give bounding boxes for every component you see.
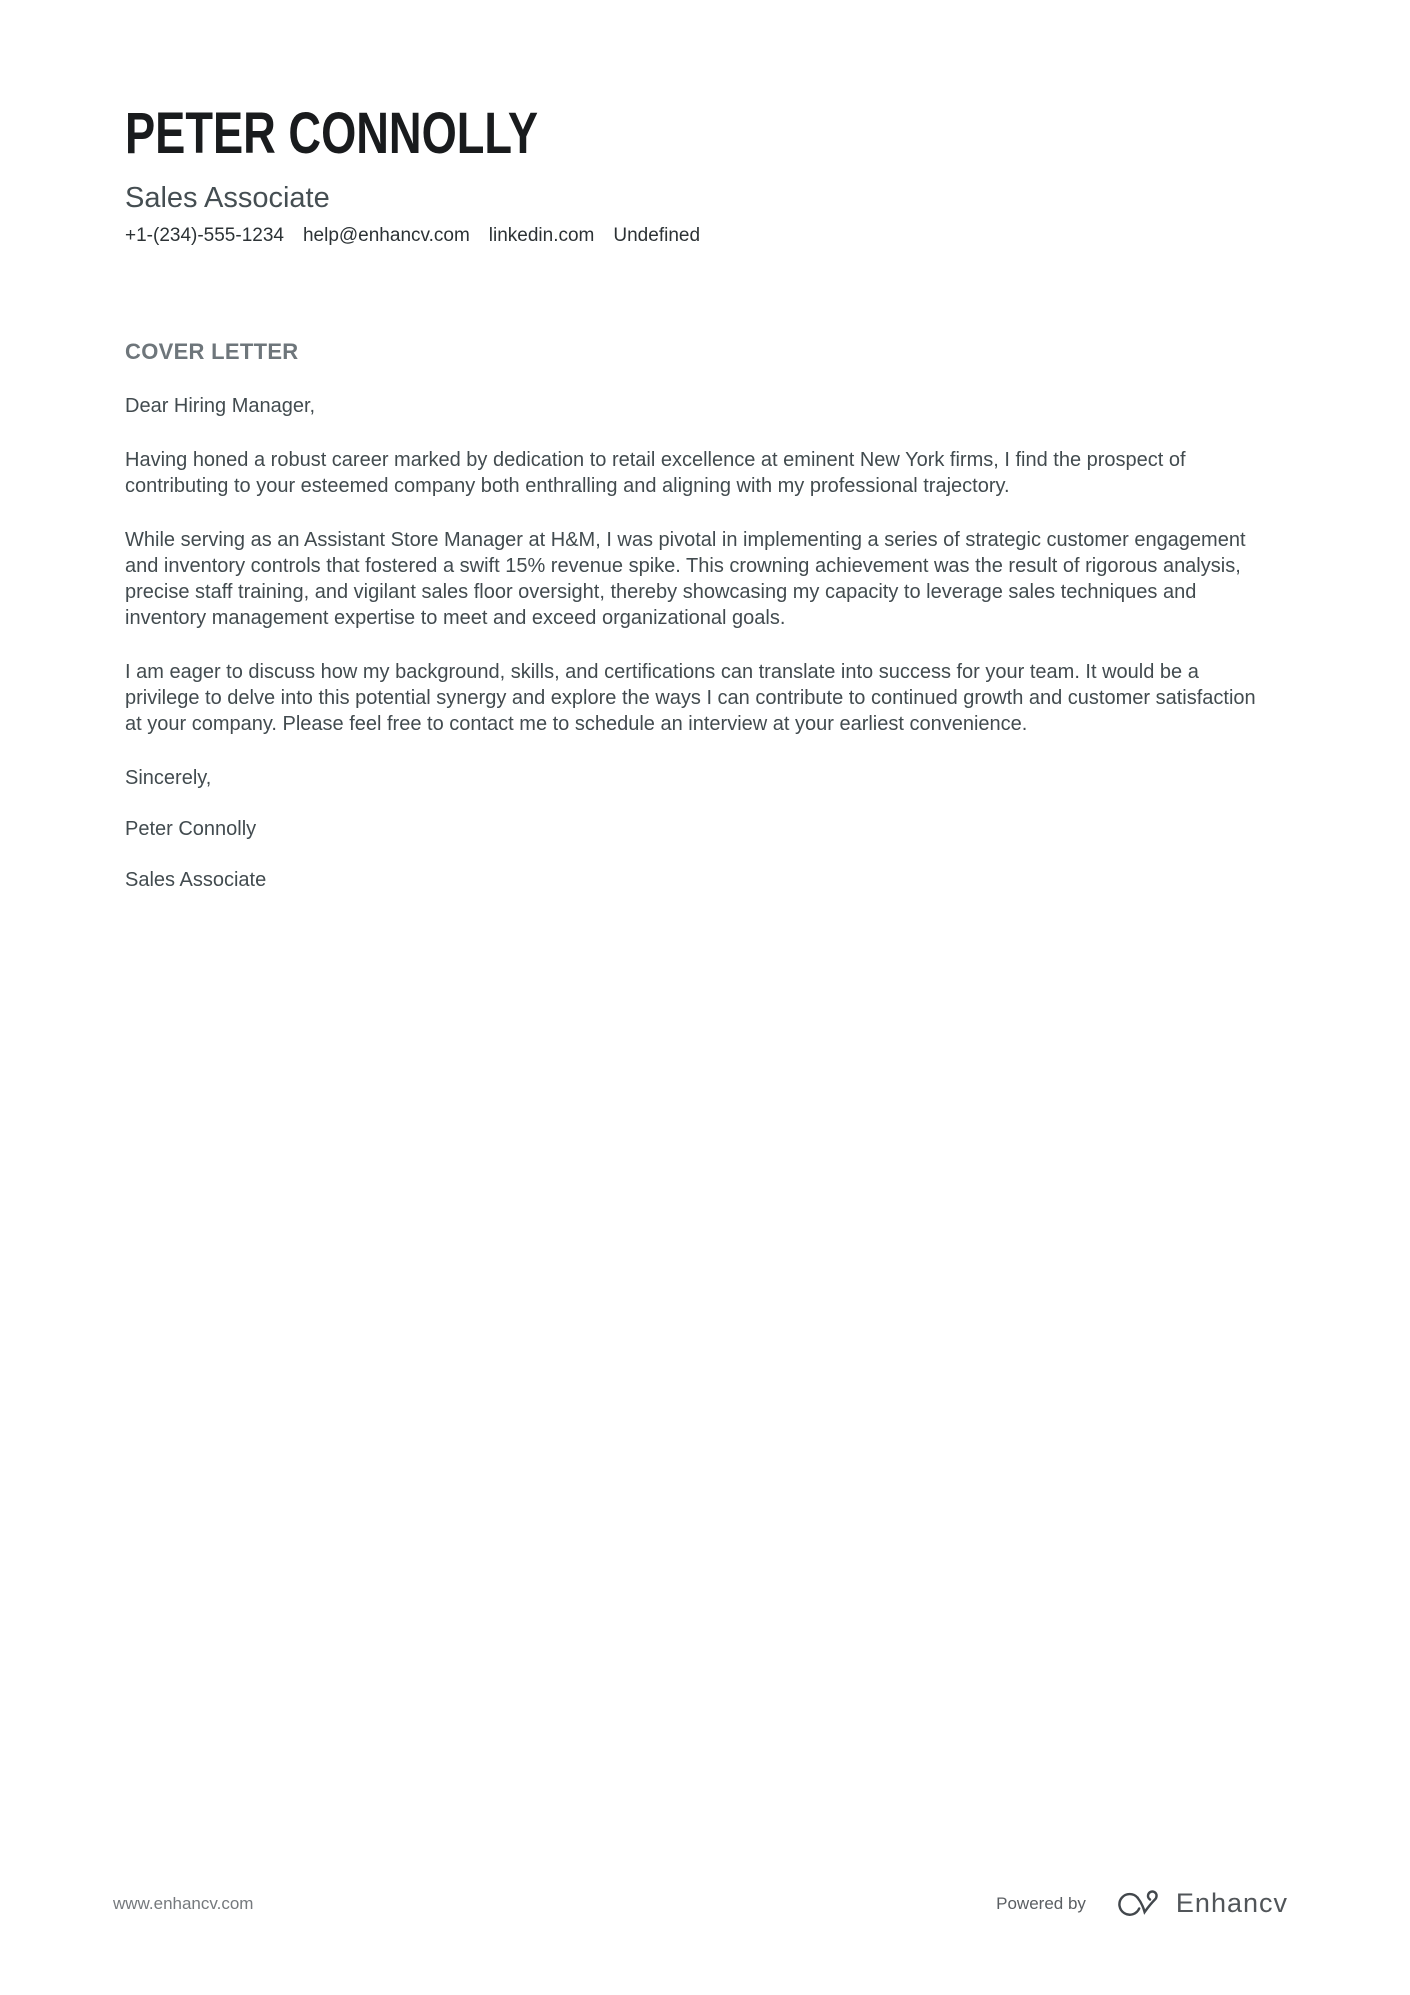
enhancv-brand-link[interactable] [1110, 1888, 1288, 1919]
cover-letter-body [125, 339, 1288, 893]
candidate-name: PETER CONNOLLY [125, 101, 539, 166]
contact-linkedin-link[interactable]: linkedin.com [488, 224, 595, 246]
contact-email-link[interactable]: help@enhancv.com [302, 224, 470, 246]
section-label: COVER LETTER [125, 338, 299, 364]
letter-paragraph: Having honed a robust career marked by dedication to retail excellence at eminent New York firms, I find the prospect of contributing to your esteemed company both enthralling and aligning with my professional trajectory. [125, 448, 1186, 497]
letter-paragraph: I am eager to discuss how my background, skills, and certifications can translate into success for your team. It would be a privilege to delve into this potential synergy and explore the ways I can contribute to continued growth and customer satisfaction at your company. Please feel free to contact me to schedule an interview at your earliest convenience. [125, 660, 1256, 735]
signoff-block [125, 765, 1288, 893]
closing-line: Sincerely, [125, 766, 212, 789]
page-footer [113, 1888, 1288, 1919]
contact-row [125, 225, 1288, 247]
contact-phone: +1-(234)-555-1234 [125, 224, 284, 246]
document-header [125, 102, 1288, 247]
enhancv-logo-icon [1110, 1889, 1162, 1919]
salutation: Dear Hiring Manager, [125, 394, 316, 417]
signature-name: Peter Connolly [125, 817, 257, 840]
letter-paragraph: While serving as an Assistant Store Manager at H&M, I was pivotal in implementing a series of strategic customer engagement and inventory controls that fostered a swift 15% revenue spike. This crowning achievement was the result of rigorous analysis, precise staff training, and vigilant sales floor oversight, thereby showcasing my capacity to leverage sales techniques and inventory management expertise to meet and exceed organizational goals. [125, 528, 1246, 629]
contact-location: Undefined [613, 224, 701, 246]
enhancv-wordmark: Enhancv [1175, 1888, 1288, 1918]
powered-by-block [996, 1888, 1288, 1919]
candidate-job-title: Sales Associate [125, 181, 330, 214]
powered-by-label: Powered by [996, 1893, 1086, 1913]
signature-title: Sales Associate [125, 868, 267, 891]
enhancv-website-link[interactable]: www.enhancv.com [113, 1893, 254, 1913]
